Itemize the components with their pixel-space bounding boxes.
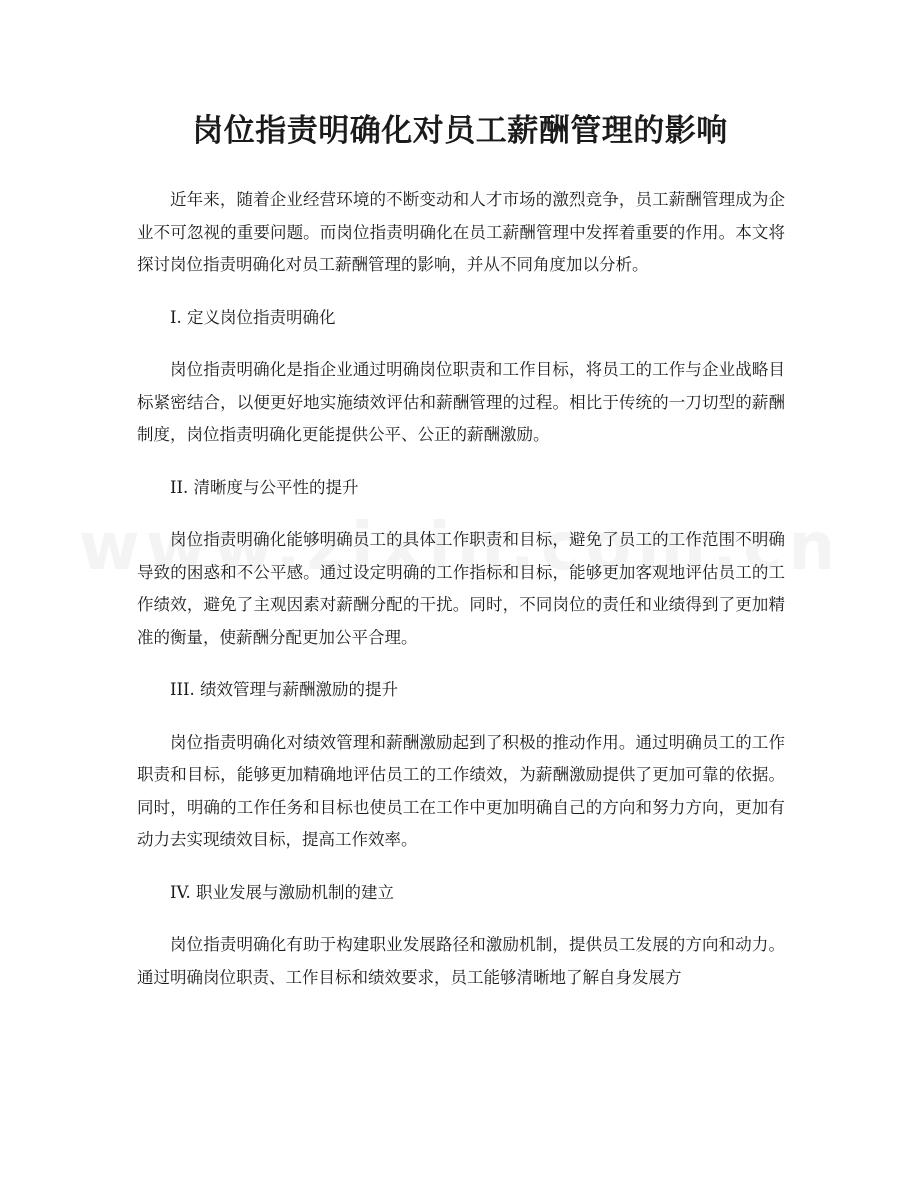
paragraph-clarity-fairness: 岗位指责明确化能够明确员工的具体工作职责和目标，避免了员工的工作范围不明确导致的困惑和不公平感。通过设定明确的工作指标和目标，能够更加客观地评估员工的工作绩效，避免了主观因素对薪酬分配的干扰。同时，不同岗位的责任和业绩得到了更加精准的衡量，使薪酬分配更加公平合理。 <box>137 530 785 647</box>
section-heading-1: I. 定义岗位指责明确化 <box>170 307 336 327</box>
section-heading-3: III. 绩效管理与薪酬激励的提升 <box>170 680 399 699</box>
paragraph-career: 岗位指责明确化有助于构建职业发展路径和激励机制，提供员工发展的方向和动力。通过明确岗位职责、工作目标和绩效要求，员工能够清晰地了解自身发展方 <box>137 935 785 987</box>
document-title: 岗位指责明确化对员工薪酬管理的影响 <box>192 113 728 149</box>
paragraph-definition: 岗位指责明确化是指企业通过明确岗位职责和工作目标，将员工的工作与企业战略目标紧密结合，以便更好地实施绩效评估和薪酬管理的过程。相比于传统的一刀切型的薪酬制度，岗位指责明确化更能提供公平、公正的薪酬激励。 <box>137 360 785 444</box>
paragraph-intro: 近年来，随着企业经营环境的不断变动和人才市场的激烈竞争，员工薪酬管理成为企业不可忽视的重要问题。而岗位指责明确化在员工薪酬管理中发挥着重要的作用。本文将探讨岗位指责明确化对员工薪酬管理的影响，并从不同角度加以分析。 <box>137 190 785 274</box>
section-heading-2: II. 清晰度与公平性的提升 <box>170 477 359 497</box>
section-heading-4: IV. 职业发展与激励机制的建立 <box>170 882 395 902</box>
document-body <box>137 184 785 1014</box>
paragraph-performance: 岗位指责明确化对绩效管理和薪酬激励起到了积极的推动作用。通过明确员工的工作职责和目标，能够更加精确地评估员工的工作绩效，为薪酬激励提供了更加可靠的依据。同时，明确的工作任务和目标也使员工在工作中更加明确自己的方向和努力方向，更加有动力去实现绩效目标，提高工作效率。 <box>137 732 785 849</box>
